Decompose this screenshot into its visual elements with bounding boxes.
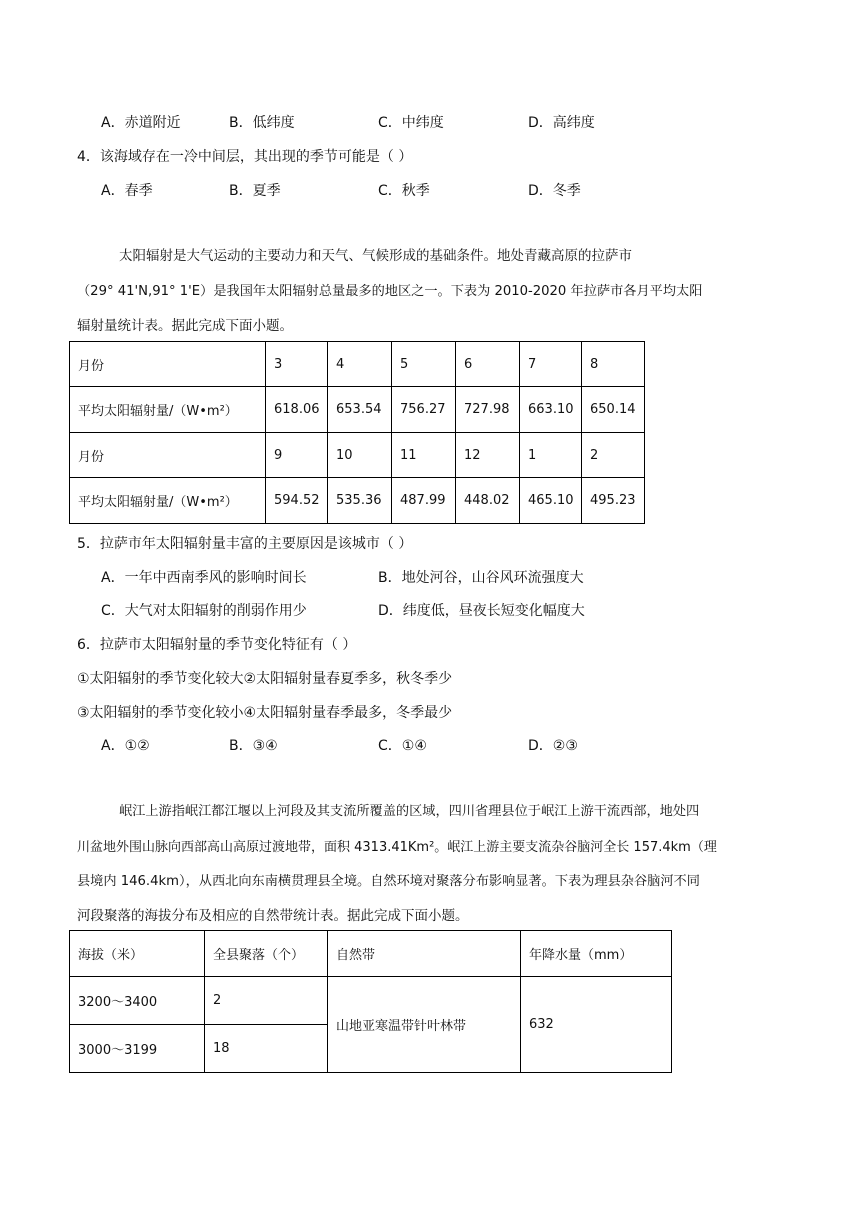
passage2-line-4: 河段聚落的海拔分布及相应的自然带统计表。据此完成下面小题。 — [77, 908, 469, 924]
table-cell: 650.14 — [582, 387, 645, 433]
q4-option-a: A．春季 — [101, 183, 153, 199]
table-cell: 653.54 — [328, 387, 392, 433]
table-cell: 月份 — [70, 433, 266, 478]
q5-option-a: A．一年中西南季风的影响时间长 — [101, 570, 307, 586]
q3-option-a: A．赤道附近 — [101, 115, 181, 131]
table-row — [70, 977, 672, 1025]
table-cell: 12 — [456, 433, 520, 478]
table-cell: 448.02 — [456, 478, 520, 524]
table-cell: 465.10 — [520, 478, 582, 524]
q6-option-b: B．③④ — [229, 738, 278, 754]
passage2-line-1: 岷江上游指岷江都江堰以上河段及其支流所覆盖的区域，四川省理县位于岷江上游干流西部，地处四 — [119, 804, 700, 819]
table-row — [70, 387, 645, 433]
q4-option-b: B．夏季 — [229, 183, 281, 199]
table-cell: 487.99 — [392, 478, 456, 524]
table-cell-precipitation: 632 — [521, 977, 672, 1073]
q4-stem: 4．该海域存在一冷中间层，其出现的季节可能是（ ） — [77, 149, 413, 165]
table-cell: 6 — [456, 342, 520, 387]
q5-option-d: D．纬度低，昼夜长短变化幅度大 — [378, 603, 585, 619]
passage2-line-2: 川盆地外围山脉向西部高山高原过渡地带，面积 4313.41Km²。岷江上游主要支流杂谷脑河全长 157.4km（理 — [77, 840, 717, 855]
table-cell: 535.36 — [328, 478, 392, 524]
q5-stem: 5．拉萨市年太阳辐射量丰富的主要原因是该城市（ ） — [77, 536, 413, 552]
q6-statement-2: ③太阳辐射的季节变化较小④太阳辐射量春季最多，冬季最少 — [77, 705, 453, 721]
table-row — [70, 478, 645, 524]
q5-option-b: B．地处河谷，山谷风环流强度大 — [378, 570, 584, 586]
table-cell: 3200～3400 — [70, 977, 205, 1025]
q5-option-c: C．大气对太阳辐射的削弱作用少 — [101, 603, 307, 619]
table-cell: 5 — [392, 342, 456, 387]
table-cell-natural-zone: 山地亚寒温带针叶林带 — [328, 977, 521, 1073]
table-cell: 2 — [582, 433, 645, 478]
passage1-line-3: 辐射量统计表。据此完成下面小题。 — [77, 318, 293, 334]
table-cell: 7 — [520, 342, 582, 387]
q6-option-a: A．①② — [101, 738, 150, 754]
table-cell: 9 — [266, 433, 328, 478]
q6-option-d: D．②③ — [528, 738, 578, 754]
q6-option-c: C．①④ — [378, 738, 427, 754]
table-cell: 2 — [205, 977, 328, 1025]
table-cell: 11 — [392, 433, 456, 478]
q4-option-c: C．秋季 — [378, 183, 430, 199]
q3-option-d: D．高纬度 — [528, 115, 595, 131]
table-cell: 1 — [520, 433, 582, 478]
table-cell: 4 — [328, 342, 392, 387]
passage1-line-1: 太阳辐射是大气运动的主要动力和天气、气候形成的基础条件。地处青藏高原的拉萨市 — [119, 248, 632, 264]
table-cell: 3 — [266, 342, 328, 387]
table-cell: 727.98 — [456, 387, 520, 433]
table-cell: 10 — [328, 433, 392, 478]
q6-statement-1: ①太阳辐射的季节变化较大②太阳辐射量春夏季多，秋冬季少 — [77, 671, 453, 687]
table-header-cell: 海拔（米） — [70, 931, 205, 977]
table-cell: 8 — [582, 342, 645, 387]
table-cell: 663.10 — [520, 387, 582, 433]
passage2-line-3: 县境内 146.4km），从西北向东南横贯理县全境。自然环境对聚落分布影响显著。下表为理县杂谷脑河不同 — [77, 874, 700, 889]
table-header-row — [70, 931, 672, 977]
table-cell: 平均太阳辐射量/（W•m²） — [70, 387, 266, 433]
q3-option-c: C．中纬度 — [378, 115, 444, 131]
table-header-cell: 自然带 — [328, 931, 521, 977]
table-header-cell: 年降水量（mm） — [521, 931, 672, 977]
table-header-cell: 全县聚落（个） — [205, 931, 328, 977]
table-cell: 平均太阳辐射量/（W•m²） — [70, 478, 266, 524]
table-cell: 495.23 — [582, 478, 645, 524]
q3-option-b: B．低纬度 — [229, 115, 295, 131]
passage1-line-2: （29° 41'N,91° 1'E）是我国年太阳辐射总量最多的地区之一。下表为 2010-2020 年拉萨市各月平均太阳 — [77, 284, 703, 299]
table-cell: 18 — [205, 1025, 328, 1073]
table-cell: 756.27 — [392, 387, 456, 433]
table-cell: 3000～3199 — [70, 1025, 205, 1073]
q6-stem: 6．拉萨市太阳辐射量的季节变化特征有（ ） — [77, 637, 357, 653]
table-row — [70, 433, 645, 478]
solar-radiation-table — [69, 341, 645, 524]
table-cell: 月份 — [70, 342, 266, 387]
q4-option-d: D．冬季 — [528, 183, 581, 199]
table-cell: 618.06 — [266, 387, 328, 433]
table-cell: 594.52 — [266, 478, 328, 524]
table-row — [70, 342, 645, 387]
settlement-table — [69, 930, 672, 1073]
